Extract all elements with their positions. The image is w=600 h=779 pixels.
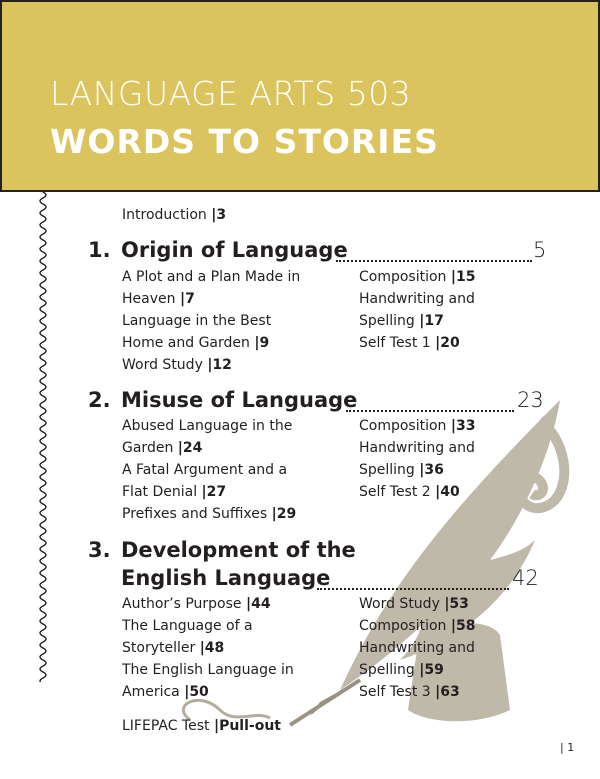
toc-item: Handwriting and (359, 291, 475, 307)
toc-item: Spelling |36 (359, 462, 444, 478)
introduction-label: Introduction (122, 207, 207, 223)
section-number: 1. (88, 238, 111, 262)
section-page-number: 5 (533, 238, 547, 262)
toc-item: Spelling |59 (359, 662, 444, 678)
toc-item: Self Test 3 |63 (359, 684, 460, 700)
title-banner (0, 0, 600, 192)
section-1-heading (88, 238, 348, 262)
toc-item: Home and Garden |9 (122, 335, 270, 351)
section-page-number: 23 (517, 388, 544, 412)
section-3-heading-line2 (121, 566, 330, 590)
toc-item: Abused Language in the (122, 418, 293, 434)
toc-item: Author’s Purpose |44 (122, 596, 271, 612)
toc-item: Word Study |12 (122, 357, 232, 373)
toc-item: America |50 (122, 684, 209, 700)
toc-lifepac-test (122, 718, 281, 734)
toc-item: Spelling |17 (359, 313, 444, 329)
toc-item: Handwriting and (359, 440, 475, 456)
leader-dots (346, 408, 514, 412)
toc-introduction (122, 207, 226, 223)
series-title: LANGUAGE ARTS 503 (50, 74, 412, 113)
toc-item: A Fatal Argument and a (122, 462, 288, 478)
toc-item: Storyteller |48 (122, 640, 225, 656)
leader-dots (317, 586, 509, 590)
section-page-number: 42 (512, 566, 539, 590)
section-number: 3. (88, 538, 111, 562)
introduction-page: |3 (211, 207, 227, 223)
toc-item: A Plot and a Plan Made in (122, 269, 301, 285)
book-title: WORDS TO STORIES (50, 122, 439, 161)
toc-item: Composition |15 (359, 269, 476, 285)
toc-item: The Language of a (122, 618, 253, 634)
section-title-line2: English Language (121, 566, 331, 590)
toc-item: Language in the Best (122, 313, 272, 329)
lifepac-page: |Pull-out (213, 718, 281, 734)
toc-item: Heaven |7 (122, 291, 195, 307)
toc-item: Garden |24 (122, 440, 203, 456)
toc-item: Word Study |53 (359, 596, 469, 612)
toc-item: Flat Denial |27 (122, 484, 227, 500)
toc-item: The English Language in (122, 662, 294, 678)
section-2-heading (88, 388, 357, 412)
toc-item: Self Test 2 |40 (359, 484, 460, 500)
toc-item: Self Test 1 |20 (359, 335, 460, 351)
toc-item: Handwriting and (359, 640, 475, 656)
section-title: Misuse of Language (121, 388, 358, 412)
toc-item: Composition |58 (359, 618, 476, 634)
wavy-border-decoration (36, 192, 50, 682)
toc-item: Prefixes and Suffixes |29 (122, 506, 297, 522)
toc-item: Composition |33 (359, 418, 476, 434)
section-number: 2. (88, 388, 111, 412)
footer-page-number: | 1 (560, 741, 575, 754)
section-title-line1: Development of the (121, 538, 356, 562)
section-title: Origin of Language (121, 238, 348, 262)
section-3-heading (88, 538, 356, 562)
lifepac-label: LIFEPAC Test (122, 718, 210, 734)
leader-dots (336, 258, 532, 262)
